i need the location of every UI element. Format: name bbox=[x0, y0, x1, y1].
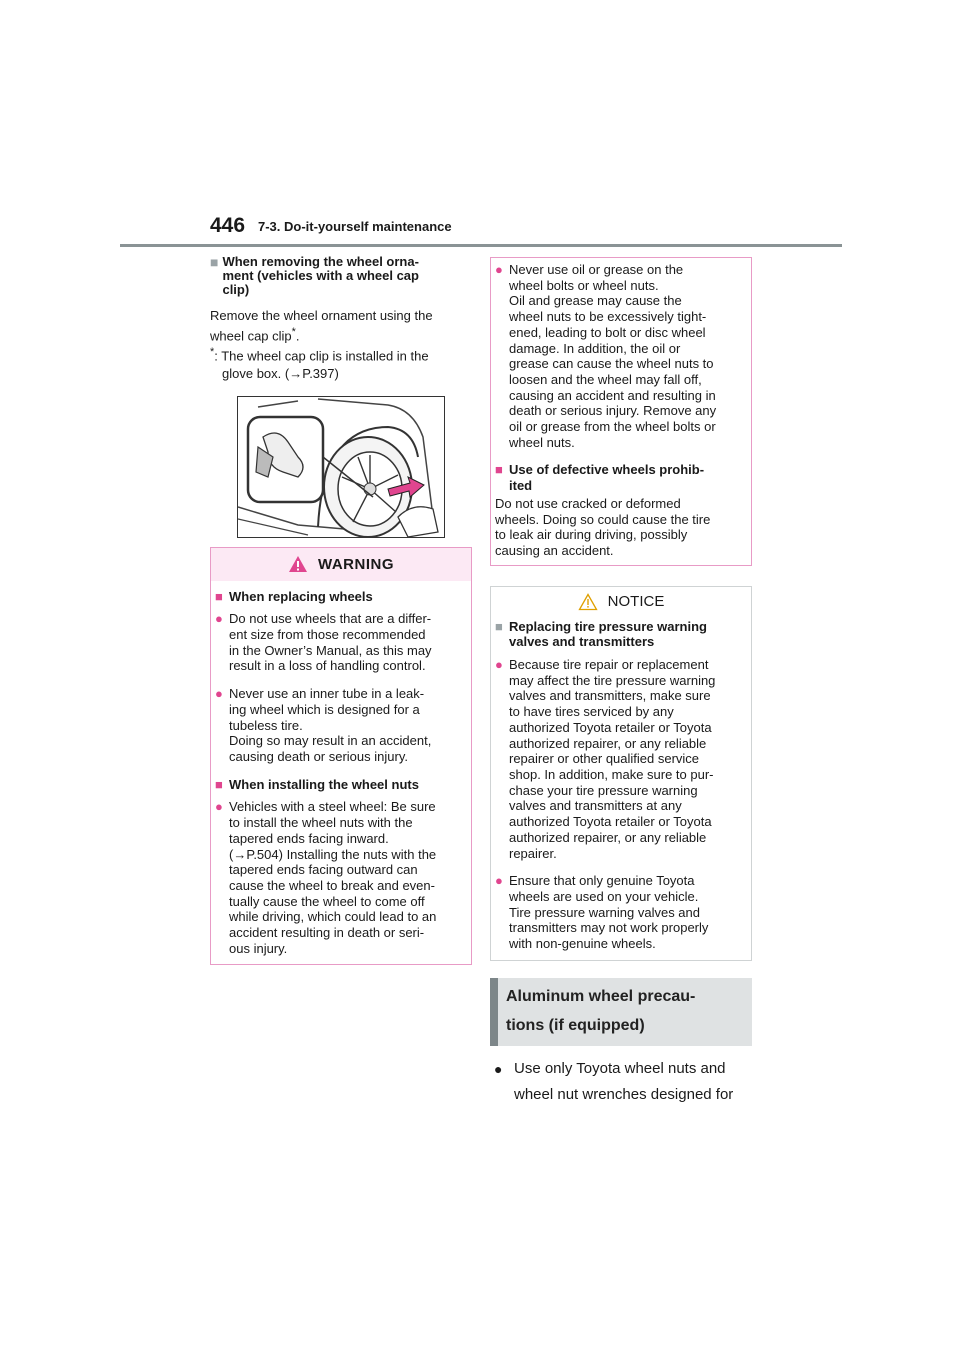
text-line: may affect the tire pressure warning bbox=[509, 672, 716, 688]
text-line: wheel bolts or wheel nuts. bbox=[509, 277, 659, 293]
subheading-text: When replacing wheels bbox=[229, 588, 373, 604]
heading-line: clip) bbox=[222, 282, 250, 297]
text-line: damage. In addition, the oil or bbox=[509, 340, 681, 356]
bullet-dot-icon: ● bbox=[495, 262, 503, 277]
item-text bbox=[509, 873, 708, 952]
warning-box bbox=[210, 547, 472, 966]
notice-subheading bbox=[495, 619, 747, 650]
text-line: authorized Toyota retailer or Toyota bbox=[509, 719, 712, 735]
warning-item bbox=[495, 262, 747, 450]
text-line: wheel nuts. bbox=[509, 434, 575, 450]
square-bullet-icon: ■ bbox=[215, 588, 223, 604]
warning-box-continued bbox=[490, 257, 752, 566]
text-line: authorized repairer, or any reliable bbox=[509, 829, 707, 845]
text-line: oil or grease from the wheel bolts or bbox=[509, 419, 716, 435]
text-line: tapered ends facing outward can bbox=[229, 862, 418, 878]
text-line: tubeless tire. bbox=[229, 717, 303, 733]
right-column bbox=[490, 257, 752, 1108]
bullet-dot-icon: ● bbox=[494, 1060, 503, 1077]
caution-triangle-icon bbox=[578, 593, 598, 611]
text-line: repairer. bbox=[509, 845, 557, 861]
aluminum-wheel-item bbox=[490, 1056, 752, 1108]
text-line: transmitters may not work properly bbox=[509, 920, 709, 936]
text-line: ited bbox=[509, 478, 533, 494]
notice-body bbox=[491, 619, 751, 960]
square-bullet-icon: ■ bbox=[210, 254, 219, 270]
text-line: : The wheel cap clip is installed in the bbox=[214, 348, 429, 364]
bullet-dot-icon: ● bbox=[215, 611, 223, 627]
text-line: tapered ends facing inward. bbox=[229, 830, 389, 846]
text-line: cause the wheel to break and even- bbox=[229, 877, 435, 893]
intro-text: Remove the wheel ornament using the wheel cap clip*. bbox=[210, 308, 433, 344]
notice-box bbox=[490, 586, 752, 961]
text-line: loosen and the wheel may fall off, bbox=[509, 371, 702, 387]
text-line: valves and transmitters, make sure bbox=[509, 688, 711, 704]
warning-body bbox=[211, 581, 471, 965]
warning-title: WARNING bbox=[318, 555, 394, 573]
text-line: Replacing tire pressure warning bbox=[509, 618, 707, 634]
text-line: Use only Toyota wheel nuts and bbox=[514, 1059, 726, 1077]
warning-item bbox=[215, 686, 471, 765]
heading-text bbox=[222, 255, 419, 297]
text-line: wheel cap clip bbox=[210, 328, 292, 344]
text-line: causing an accident. bbox=[495, 542, 614, 558]
item-text bbox=[229, 799, 436, 956]
text-line: wheels are used on your vehicle. bbox=[509, 888, 699, 904]
square-bullet-icon: ■ bbox=[495, 462, 503, 478]
text-line: authorized Toyota retailer or Toyota bbox=[509, 814, 712, 830]
warning-subheading bbox=[215, 589, 471, 605]
text-line: result in a loss of handling control. bbox=[229, 658, 426, 674]
text-line: to leak air during driving, possibly bbox=[495, 527, 688, 543]
text-line: authorized repairer, or any reliable bbox=[509, 735, 707, 751]
text-line: wheel nuts to be excessively tight- bbox=[509, 309, 707, 325]
warning-subheading bbox=[495, 462, 747, 493]
text-line: accident resulting in death or seri- bbox=[229, 925, 425, 941]
text-line: while driving, which could lead to an bbox=[229, 909, 437, 925]
text-line: shop. In addition, make sure to pur- bbox=[509, 766, 714, 782]
warning-text bbox=[495, 496, 747, 559]
warning-header bbox=[211, 548, 471, 581]
text-line: Doing so may result in an accident, bbox=[229, 733, 432, 749]
warning-triangle-icon bbox=[288, 555, 308, 573]
text-line: glove box. ( bbox=[222, 365, 290, 381]
footnote-mark: * bbox=[291, 326, 296, 338]
text-line: Oil and grease may cause the bbox=[509, 293, 682, 309]
square-bullet-icon: ■ bbox=[495, 618, 503, 634]
text-line: valves and transmitters at any bbox=[509, 798, 682, 814]
square-bullet-icon: ■ bbox=[215, 776, 223, 792]
heading-line: tions (if equipped) bbox=[506, 1016, 645, 1034]
subheading-text: When installing the wheel nuts bbox=[229, 776, 419, 792]
text-line: causing an accident and resulting in bbox=[509, 387, 716, 403]
text-line: causing death or serious injury. bbox=[229, 748, 408, 764]
section-heading bbox=[210, 255, 472, 297]
text-line: ent size from those recommended bbox=[229, 627, 426, 643]
bullet-dot-icon: ● bbox=[495, 873, 503, 889]
header-rule bbox=[120, 244, 842, 247]
footnote-text bbox=[210, 344, 429, 381]
notice-item bbox=[495, 873, 747, 952]
text-line: wheel nut wrenches designed for bbox=[514, 1085, 734, 1103]
page-number: 446 bbox=[210, 214, 246, 237]
warning-subheading bbox=[215, 777, 471, 793]
heading-line: When removing the wheel orna- bbox=[222, 254, 419, 269]
text-line: in the Owner’s Manual, as this may bbox=[229, 642, 432, 658]
text-line: to have tires serviced by any bbox=[509, 704, 674, 720]
item-text bbox=[514, 1056, 733, 1108]
text-line[interactable]: (→P.504) Installing the nuts with the bbox=[229, 846, 437, 862]
subheading-text bbox=[509, 462, 704, 493]
heading-line: ment (vehicles with a wheel cap bbox=[222, 268, 419, 283]
text-line: chase your tire pressure warning bbox=[509, 782, 698, 798]
footnote bbox=[210, 344, 472, 381]
text-line: Do not use wheels that are a differ- bbox=[229, 611, 432, 627]
text-line: tually cause the wheel to come off bbox=[229, 893, 425, 909]
text-line: grease can cause the wheel nuts to bbox=[509, 356, 714, 372]
item-text bbox=[509, 657, 715, 861]
bullet-dot-icon: ● bbox=[495, 657, 503, 673]
footnote-mark: * bbox=[210, 346, 215, 359]
wheel-illustration-svg bbox=[238, 397, 444, 537]
text-line: valves and transmitters bbox=[509, 634, 655, 650]
bullet-dot-icon: ● bbox=[215, 799, 223, 815]
text-line: Never use an inner tube in a leak- bbox=[229, 686, 425, 702]
text-line: to install the wheel nuts with the bbox=[229, 815, 413, 831]
item-text bbox=[509, 262, 716, 450]
text-line: Do not use cracked or deformed bbox=[495, 495, 681, 511]
notice-title: NOTICE bbox=[607, 593, 665, 611]
text-line: with non-genuine wheels. bbox=[509, 936, 656, 952]
subheading-text bbox=[509, 619, 707, 650]
text-line: Ensure that only genuine Toyota bbox=[509, 873, 695, 889]
left-column bbox=[210, 255, 472, 965]
text-line: ing wheel which is designed for a bbox=[229, 701, 420, 717]
text-line: death or serious injury. Remove any bbox=[509, 403, 717, 419]
warning-item bbox=[215, 799, 471, 956]
notice-item bbox=[495, 657, 747, 861]
warning-item bbox=[215, 611, 471, 674]
text-line: repairer or other qualified service bbox=[509, 751, 700, 767]
section-title: 7-3. Do-it-yourself maintenance bbox=[258, 219, 452, 234]
text-line: Because tire repair or replacement bbox=[509, 657, 709, 673]
item-text bbox=[229, 611, 432, 674]
bullet-dot-icon: ● bbox=[215, 686, 223, 702]
wheel-cap-clip-illustration bbox=[237, 396, 445, 538]
heading-line: Aluminum wheel precau- bbox=[506, 987, 696, 1005]
text-line: ened, leading to bolt or disc wheel bbox=[509, 324, 706, 340]
page-ref-link[interactable]: →P.397) bbox=[289, 365, 339, 381]
text-line: wheels. Doing so could cause the tire bbox=[495, 511, 711, 527]
aluminum-wheel-heading bbox=[490, 978, 752, 1046]
notice-header bbox=[491, 587, 751, 617]
text-line: Tire pressure warning valves and bbox=[509, 904, 700, 920]
text-line: Vehicles with a steel wheel: Be sure bbox=[229, 799, 436, 815]
text-line: ous injury. bbox=[229, 940, 288, 956]
text-line: Never use oil or grease on the bbox=[509, 262, 684, 277]
text-line: Remove the wheel ornament using the bbox=[210, 308, 433, 323]
item-text bbox=[229, 686, 431, 765]
text-line: Use of defective wheels prohib- bbox=[509, 462, 705, 478]
